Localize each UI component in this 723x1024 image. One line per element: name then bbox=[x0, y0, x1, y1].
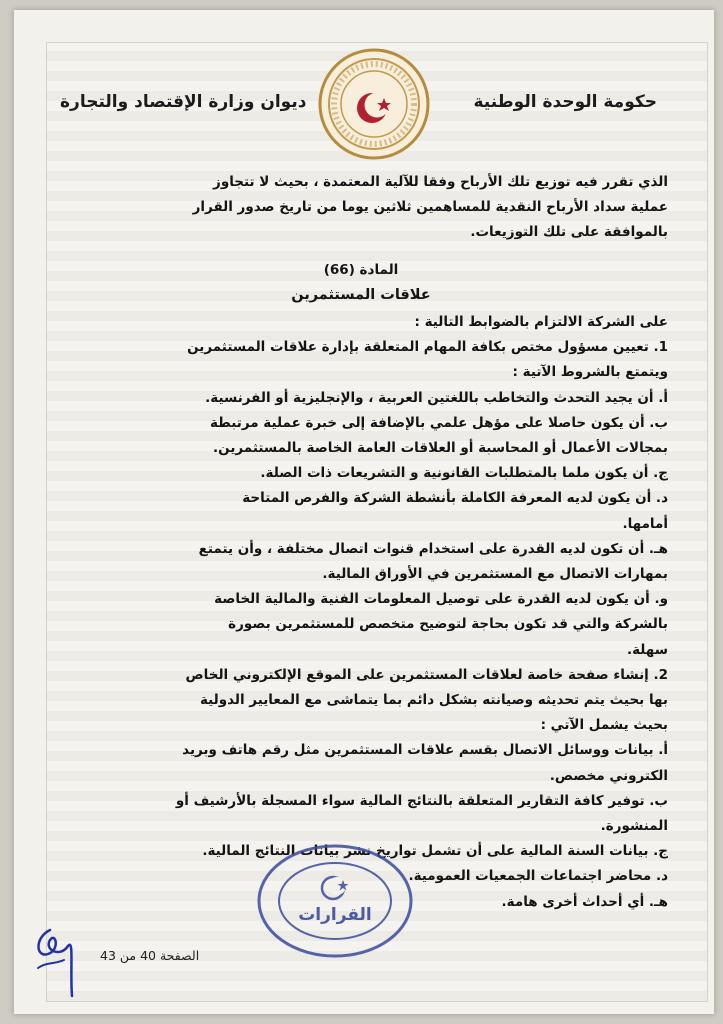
intro-line-3: بالموافقة على تلك التوزيعات. bbox=[470, 224, 668, 241]
body-line: و. أن يكون لديه القدرة على توصيل المعلومات الفنية والمالية الخاصة bbox=[214, 591, 668, 608]
body-line: بحيث يشمل الآتي : bbox=[540, 717, 668, 734]
body-line: الكتروني مخصص. bbox=[549, 767, 668, 784]
stamp-text: القرارات bbox=[298, 905, 372, 925]
ministry-name: ديوان وزارة الإقتصاد والتجارة bbox=[60, 92, 307, 112]
body-line: ب. أن يكون حاصلا على مؤهل علمي بالإضافة إلى خبرة عملية مرتبطة bbox=[209, 414, 668, 431]
body-line: ويتمتع بالشروط الآتية : bbox=[512, 364, 668, 381]
article-title: علاقات المستثمرين bbox=[291, 286, 431, 303]
body-line: سهلة. bbox=[626, 641, 668, 658]
handwritten-signature bbox=[30, 910, 86, 1000]
body-line: ج. أن يكون ملما بالمتطلبات القانونية و التشريعات ذات الصلة. bbox=[260, 465, 668, 482]
body-line: أ. بيانات ووسائل الاتصال بقسم علاقات المستثمرين مثل رقم هاتف وبريد bbox=[182, 742, 668, 759]
body-line: بمجالات الأعمال أو المحاسبة أو العلاقات العامة الخاصة بالمستثمرين. bbox=[213, 440, 668, 457]
intro-line-1: الذي تقرر فيه توزيع تلك الأرباح وفقا للآلية المعتمدة ، بحيث لا تتجاوز bbox=[213, 174, 668, 190]
body-line: ب. توفير كافة التقارير المتعلقة بالنتائج المالية سواء المسجلة بالأرشيف أو bbox=[175, 792, 668, 809]
government-name: حكومة الوحدة الوطنية bbox=[473, 92, 657, 112]
article-body bbox=[54, 170, 668, 915]
body-line: بها بحيث يتم تحديثه وصيانته بشكل دائم بما يتماشى مع المعايير الدولية bbox=[199, 692, 668, 709]
body-line: بمهارات الاتصال مع المستثمرين في الأوراق المالية. bbox=[322, 566, 668, 583]
body-line: هـ. أن تكون لديه القدرة على استخدام قنوات اتصال مختلفة ، وأن يتمتع bbox=[198, 540, 668, 557]
body-line: أمامها. bbox=[622, 515, 668, 532]
body-line: ج. بيانات السنة المالية على أن تشمل تواريخ نشر بيانات النتائج المالية. bbox=[202, 843, 668, 860]
official-stamp bbox=[255, 842, 415, 960]
intro-line-2: عملية سداد الأرباح النقدية للمساهمين ثلاثين يوما من تاريخ صدور القرار bbox=[192, 199, 668, 216]
body-line: أ. أن يجيد التحدث والتخاطب باللغتين العربية ، والإنجليزية أو الفرنسية. bbox=[205, 389, 668, 406]
page-number: الصفحة 40 من 43 bbox=[100, 948, 200, 963]
body-line: هـ. أي أحداث أخرى هامة. bbox=[501, 893, 668, 910]
body-line: 1. تعيين مسؤول مختص بكافة المهام المتعلقة بإدارة علاقات المستثمرين bbox=[187, 339, 668, 356]
body-line: بالشركة والتي قد تكون بحاجة لتوضيح متخصص للمستثمرين بصورة bbox=[228, 616, 668, 633]
ministry-logo bbox=[318, 48, 430, 160]
body-line: على الشركة الالتزام بالضوابط التالية : bbox=[414, 314, 668, 331]
article-number: المادة (66) bbox=[323, 261, 399, 278]
body-line: 2. إنشاء صفحة خاصة لعلاقات المستثمرين على الموقع الإلكتروني الخاص bbox=[185, 666, 668, 683]
body-line: د. أن يكون لديه المعرفة الكاملة بأنشطة الشركة والفرص المتاحة bbox=[242, 490, 668, 507]
body-line: د. محاضر اجتماعات الجمعيات العمومية. bbox=[408, 868, 668, 885]
body-line: المنشورة. bbox=[600, 818, 668, 835]
